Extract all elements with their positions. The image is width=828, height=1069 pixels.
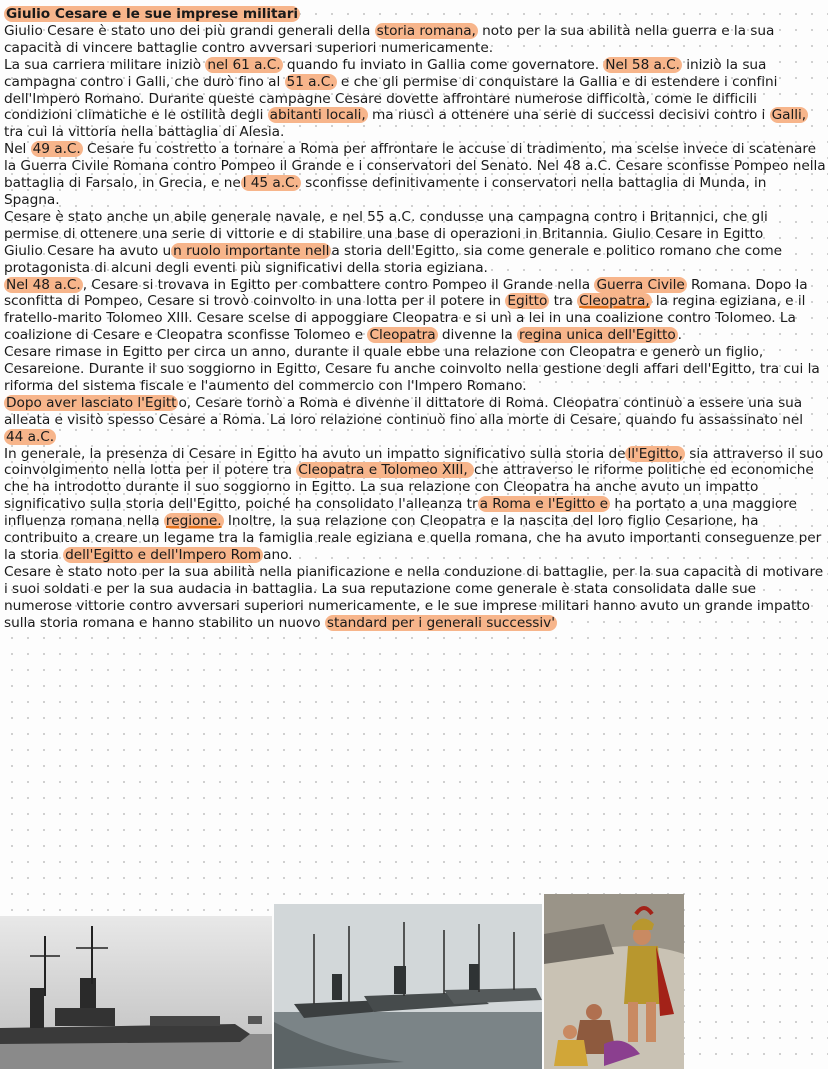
highlighted-text: 51 a.C. (286, 73, 335, 90)
highlighted-text: n ruolo importante nell (173, 242, 330, 259)
highlighted-text: Egitto (507, 293, 548, 310)
highlighted-text: regione. (165, 513, 222, 530)
paragraph (4, 277, 826, 345)
text-run: sconfisse definitivamente i conservatori nella battaglia di Munda, in Spagna. (4, 175, 767, 208)
paragraph (4, 446, 826, 564)
page-title-text: Giulio Cesare e le sue imprese militari (6, 6, 299, 22)
highlighted-text: Cleopatra (369, 327, 436, 344)
notes-page (4, 6, 826, 632)
text-run: Nel (4, 141, 31, 158)
text-run: In generale, la presenza di Cesare in Egitto ha avuto un impatto significativo sulla storia de (4, 445, 626, 462)
highlighted-text: standard per i generali successiv' (326, 614, 555, 631)
highlighted-text: l 45 a.C. (242, 175, 299, 192)
highlighted-text: nel 61 a.C. (207, 56, 281, 73)
text-run: o, Cesare tornò a Roma e divenne il dittatore di Roma. Cleopatra continuò a essere una sua alleata e visitò spesso Cesare a Roma. La loro relazione continuò fino alla morte di Cesare, quando fu assassinato nel (4, 394, 803, 428)
highlighted-text: ll'Egitto, (627, 445, 683, 462)
battleship-photo (0, 916, 272, 1069)
text-run: Cesare fu costretto a tornare a Roma per affrontare le accuse di tradimento, ma scelse invece di scatenare la Guerra Civile Romana contro Pompeo il Grande e i conservatori del Senato. Nel 48 a.C. Cesare sconfisse Pompeo nella battaglia di Farsalo, in Grecia, e ne (4, 141, 826, 192)
page-title (4, 6, 826, 23)
highlighted-text: Dopo aver lasciato l'Egitt (6, 394, 177, 411)
paragraph (4, 209, 826, 243)
text-run: Cesare è stato anche un abile generale navale, e nel 55 a.C. condusse una campagna contro i Britannici, che gli permise di ottenere una serie di vittorie e di stabilire una base di operazioni in Britannia. Giulio Cesare in Egitto (4, 208, 768, 242)
text-run: La sua carriera militare iniziò (4, 56, 206, 73)
text-run: ma riuscì a ottenere una serie di successi decisivi contro i (367, 107, 770, 124)
text-run: Cesare è stato noto per la sua abilità nella pianificazione e nella conduzione di battaglie, per la sua capacità di motivare i suoi soldati e per la sua audacia in battaglia. La sua reputazione come generale è stata consolidata dalle sue numerose vittorie contro avversari superiori numericamente, e le sue imprese militari hanno avuto un grande impatto sulla storia romana e hanno stabilito un nuovo (4, 563, 824, 631)
text-run: Romana. Dopo la sconfitta di Pompeo, Cesare si trovò coinvolto in una lotta per il potere in (4, 276, 808, 310)
text-run: iniziò la sua campagna contro i Galli, che durò fino al (4, 56, 767, 90)
paragraph (4, 344, 826, 395)
text-run: quando fu inviato in Gallia come governatore. (282, 56, 604, 73)
highlighted-text: dell'Egitto e dell'Impero Rom (65, 547, 262, 563)
paragraph (4, 57, 826, 142)
text-run: Inoltre, la sua relazione con Cleopatra e la nascita del loro figlio Cesarione, ha contribuito a creare un legame tra la famiglia reale egiziana e quella romana, che ha avuto importanti conseguenze per la storia (4, 513, 822, 563)
text-run: noto per la sua abilità nella guerra e la sua capacità di vincere battaglie contro avversari superiori numericamente. (4, 22, 775, 56)
text-run: , Cesare si trovava in Egitto per combattere contro Pompeo il Grande nella (82, 276, 595, 293)
highlighted-text: 44 a.C. (6, 428, 55, 445)
text-run: che attraverso le riforme politiche ed economiche che ha introdotto durante il suo soggiorno in Egitto. La sua relazione con Cleopatra ha anche avuto un impatto significativo sulla storia dell'Egitto, poiché ha consolidato l'alleanza tr (4, 462, 814, 513)
text-run: e che gli permise di conquistare la Gallia e di estendere i confini dell'Impero Romano. Durante queste campagne Cesare dovette affrontare numerose difficoltà, come le difficili condizioni climatiche e le ostilità degli (4, 73, 778, 124)
highlighted-text: regina unica dell'Egitto (519, 327, 676, 344)
paragraph (4, 395, 826, 446)
text-run: tra cui la vittoria nella battaglia di Alesia. (4, 124, 285, 141)
text-run: tra (549, 293, 578, 310)
highlighted-text: Nel 58 a.C. (605, 56, 680, 73)
text-run: sia attraverso il suo coinvolgimento nella lotta per il potere tra (4, 445, 824, 479)
text-run: . (677, 327, 682, 344)
highlighted-text: Cleopatra, (579, 293, 650, 310)
text-run: la regina egiziana, e il fratello-marito Tolomeo XIII. Cesare scelse di appoggiare Cleopatra e si unì a lei in una coalizione contro Tolomeo. La coalizione di Cesare e Cleopatra sconfisse Tolomeo e (4, 293, 806, 344)
text-run: a storia dell'Egitto, sia come generale e politico romano che come protagonista di alcuni degli eventi più significativi della storia egiziana. (4, 242, 783, 276)
highlighted-text: Guerra Civile (596, 276, 685, 293)
text-run: Giulio Cesare è stato uno dei più grandi generali della (4, 22, 375, 39)
highlighted-text: a Roma e l'Egitto e (479, 496, 609, 513)
text-run: divenne la (437, 327, 518, 344)
highlighted-text: Cleopatra e Tolomeo XIII, (298, 462, 472, 479)
text-run: ano. (263, 547, 293, 563)
paragraph (4, 23, 826, 57)
text-run: Cesare rimase in Egitto per circa un anno, durante il quale ebbe una relazione con Cleopatra e generò un figlio, Cesareione. Durante il suo soggiorno in Egitto, Cesare fu anche coinvolto nella gestione degli affari dell'Egitto, tra cui la riforma del sistema fiscale e l'aumento del commercio con l'Impero Romano. (4, 344, 820, 394)
highlighted-text: 49 a.C. (32, 141, 81, 158)
paragraph (4, 141, 826, 209)
highlighted-text: storia romana, (376, 22, 476, 39)
highlighted-text: abitanti locali, (269, 107, 366, 124)
image-strip (0, 894, 828, 1069)
paragraph (4, 243, 826, 277)
highlighted-text: Nel 48 a.C. (6, 276, 81, 293)
body-text (4, 23, 826, 632)
text-run: Giulio Cesare ha avuto u (4, 242, 172, 259)
fleet-in-harbor-photo (274, 904, 542, 1069)
paragraph (4, 564, 826, 632)
text-run: ha portato a una maggiore influenza romana nella (4, 496, 797, 530)
roman-general-illustration (544, 894, 684, 1069)
highlighted-text: Galli, (771, 107, 807, 124)
